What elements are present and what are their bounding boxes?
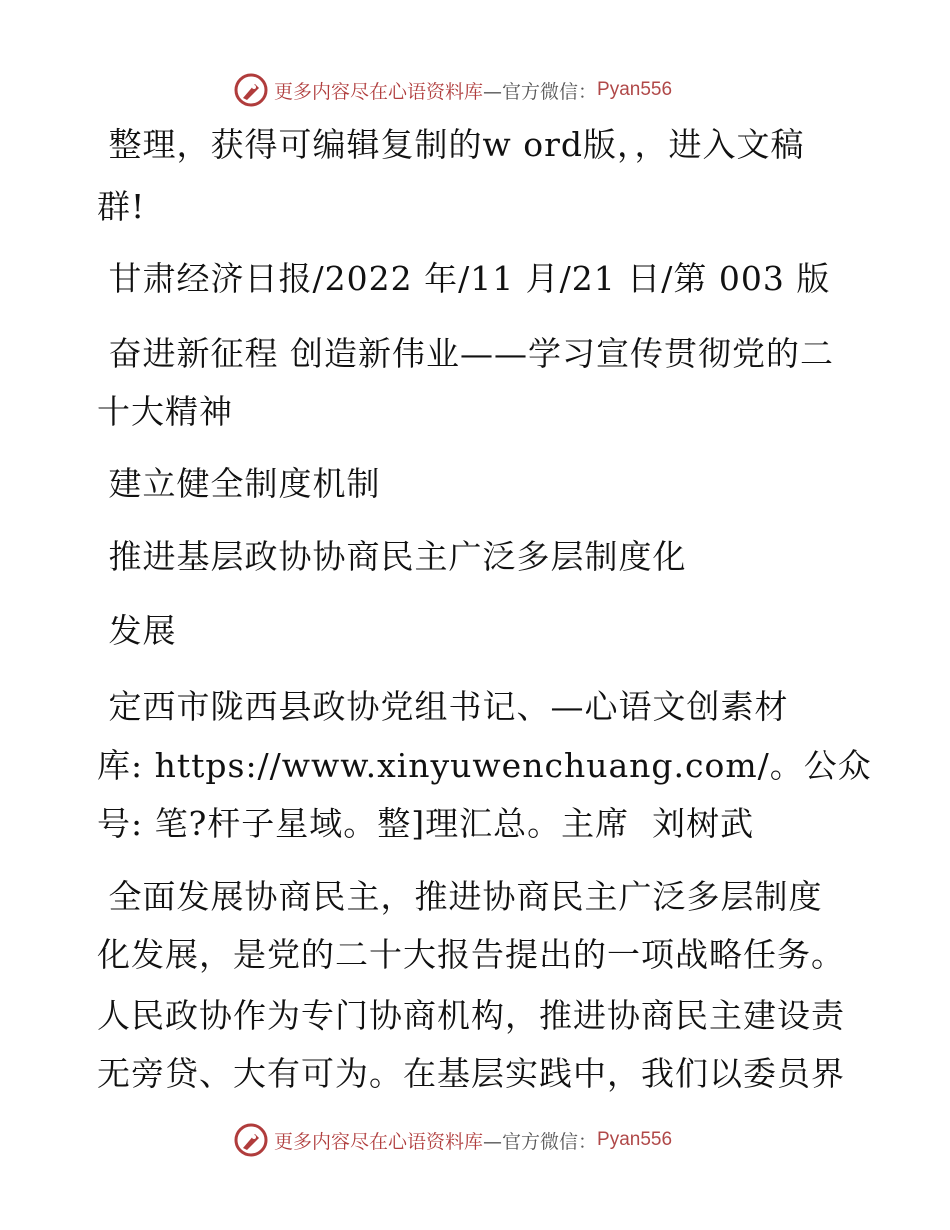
text-line: 十大精神 [97,392,233,431]
text-line: 无旁贷、大有可为。在基层实践中，我们以委员界 [97,1054,845,1093]
pen-nib-logo-icon [234,1123,268,1157]
text-line: 化发展，是党的二十大报告提出的一项战略任务。 [97,935,845,974]
text-line: 定西市陇西县政协党组书记、—心语文创素材 [97,687,789,726]
watermark-wechat-id: Pyan556 [597,79,673,100]
watermark-separator: —官方微信： [483,80,598,103]
text-line: 库: https://www.xinyuwenchuang.com/。公众 [97,746,872,785]
watermark-text: 更多内容尽在心语资料库 [274,80,484,103]
text-line: 号: 笔?杆子星域。整]理汇总。主席 刘树武 [97,804,755,843]
watermark-wechat-id: Pyan556 [597,1129,673,1150]
text-line: 发展 [97,611,177,650]
text-line: 推进基层政协协商民主广泛多层制度化 [97,537,687,576]
text-line: 群! [97,187,146,226]
text-line: 建立健全制度机制 [97,464,381,503]
text-line: 人民政协作为专门协商机构，推进协商民主建设责 [97,996,845,1035]
watermark-separator: —官方微信： [483,1130,598,1153]
text-line: 奋进新征程 创造新伟业——学习宣传贯彻党的二 [97,334,834,373]
text-line: 全面发展协商民主，推进协商民主广泛多层制度 [97,877,823,916]
footer-watermark-banner [234,1122,672,1158]
text-line: 整理，获得可编辑复制的w ord版，，进入文稿 [97,125,805,164]
text-line: 甘肃经济日报/2022 年/11 月/21 日/第 003 版 [97,259,831,298]
watermark-text: 更多内容尽在心语资料库 [274,1130,484,1153]
